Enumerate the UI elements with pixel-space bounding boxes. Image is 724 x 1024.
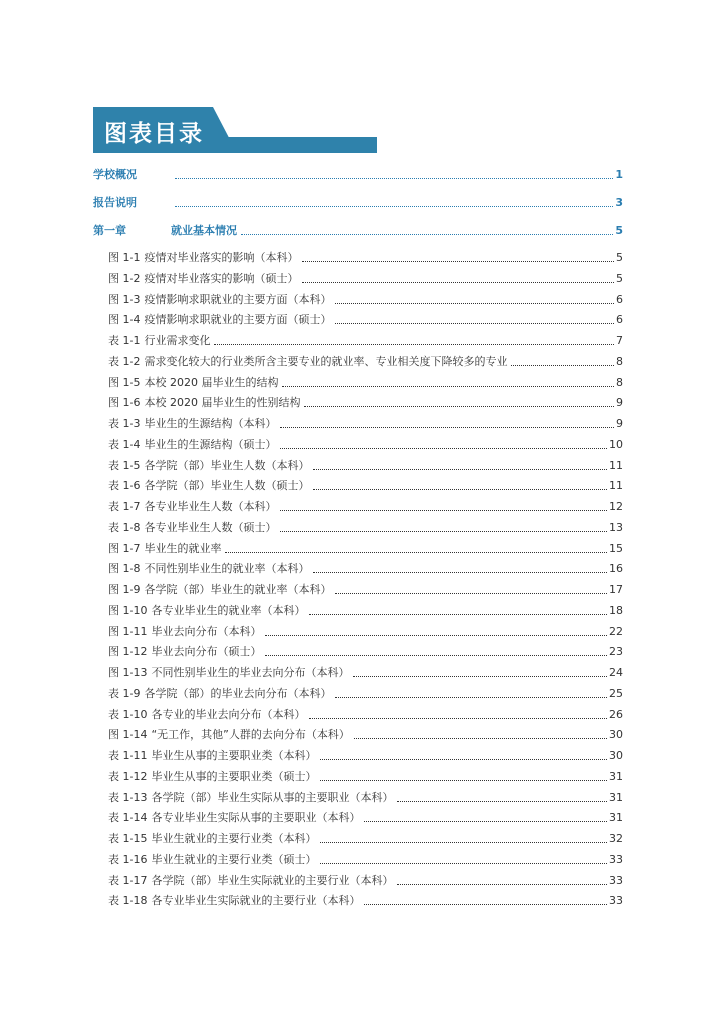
toc-entry-title: 各专业的毕业去向分布（本科）	[151, 707, 306, 721]
toc-page-number: 33	[609, 873, 623, 887]
toc-entry-title: 疫情对毕业落实的影响（硕士）	[144, 271, 299, 285]
toc-entry-number: 表 1-7	[108, 500, 141, 513]
toc-sub-entry[interactable]	[108, 309, 623, 327]
toc-entry-number: 表 1-5	[108, 458, 141, 472]
toc-page-number: 33	[609, 852, 623, 866]
toc-sub-entry[interactable]	[108, 413, 623, 431]
toc-leader-dots	[353, 675, 607, 677]
toc-sub-entry[interactable]	[108, 496, 623, 514]
toc-sub-entry[interactable]	[108, 434, 623, 452]
toc-leader-dots	[313, 571, 607, 573]
toc-entry-number: 图 1-4	[108, 313, 141, 327]
toc-entry-number: 表 1-12	[108, 769, 148, 783]
toc-entry-number: 表 1-15	[108, 832, 148, 845]
toc-entry-number: 表 1-11	[108, 749, 148, 762]
toc-entry-label: 学校概况	[93, 168, 137, 181]
toc-page-number: 6	[616, 292, 623, 306]
toc-entry-title: 毕业去向分布（本科）	[151, 624, 262, 638]
toc-sub-entry[interactable]	[108, 807, 623, 825]
toc-leader-dots	[302, 260, 614, 262]
toc-page-number: 9	[616, 396, 623, 410]
toc-entry-title: 各专业毕业生人数（硕士）	[144, 520, 277, 534]
header-underline-bar	[213, 137, 377, 153]
toc-entry-number: 表 1-6	[108, 479, 141, 493]
toc-leader-dots	[280, 530, 607, 532]
toc-page-number: 5	[615, 224, 623, 237]
toc-entry-number: 表 1-9	[108, 686, 141, 700]
toc-main-entry[interactable]	[93, 220, 623, 238]
toc-entry-title: 毕业生从事的主要职业类（硕士）	[151, 769, 317, 783]
toc-entry-title: 毕业生从事的主要职业类（本科）	[151, 749, 317, 762]
toc-entry-title: 各专业毕业生人数（本科）	[144, 500, 277, 513]
toc-entry-title: 需求变化较大的行业类所含主要专业的就业率、专业相关度下降较多的专业	[144, 354, 508, 368]
toc-leader-dots	[364, 903, 607, 905]
toc-leader-dots	[282, 385, 614, 387]
toc-page-number: 9	[616, 417, 623, 430]
toc-leader-dots	[309, 613, 607, 615]
toc-sub-entry[interactable]	[108, 372, 623, 390]
toc-entry-label: 第一章	[93, 224, 126, 237]
toc-page-number: 16	[609, 562, 623, 576]
toc-leader-dots	[397, 883, 607, 885]
toc-entry-number: 表 1-1	[108, 334, 141, 347]
toc-entry-number: 图 1-5	[108, 375, 141, 389]
toc-entry-number: 图 1-13	[108, 666, 148, 679]
toc-sub-entry[interactable]	[108, 683, 623, 701]
toc-leader-dots	[397, 800, 607, 802]
toc-sub-entry[interactable]	[108, 766, 623, 784]
toc-entry-number: 图 1-14	[108, 728, 148, 742]
toc-page-number: 23	[609, 645, 623, 659]
toc-entry-number: 表 1-4	[108, 437, 141, 451]
toc-page-number: 18	[609, 603, 623, 617]
toc-page-number: 26	[609, 707, 623, 721]
toc-page-number: 30	[609, 749, 623, 762]
toc-entry-title: 各专业毕业生实际从事的主要职业（本科）	[151, 811, 361, 825]
toc-page-number: 6	[616, 313, 623, 327]
toc-leader-dots	[302, 281, 614, 283]
toc-sub-entry[interactable]	[108, 538, 623, 556]
toc-sub-entry[interactable]	[108, 558, 623, 576]
toc-entry-title: 各学院（部）的毕业去向分布（本科）	[144, 686, 332, 700]
toc-entry-title: “无工作，其他”人群的去向分布（本科）	[151, 728, 350, 742]
toc-entry-number: 图 1-1	[108, 251, 141, 264]
toc-entry-title: 疫情对毕业落实的影响（本科）	[144, 251, 299, 264]
toc-page-number: 13	[609, 520, 623, 534]
toc-sub-entry[interactable]	[108, 704, 623, 722]
toc-page-number: 32	[609, 832, 623, 845]
toc-leader-dots	[320, 841, 607, 843]
toc-entry-number: 图 1-9	[108, 583, 141, 596]
toc-page-number: 3	[615, 196, 623, 209]
toc-leader-dots	[280, 509, 607, 511]
toc-page-number: 8	[616, 375, 623, 389]
toc-entry-title: 毕业生就业的主要行业类（本科）	[151, 832, 317, 845]
toc-page-number: 25	[609, 686, 623, 700]
toc-sub-entry[interactable]	[108, 289, 623, 307]
toc-sub-entry[interactable]	[108, 849, 623, 867]
toc-page-number: 17	[609, 583, 623, 596]
toc-entry-title: 不同性别毕业生的就业率（本科）	[144, 562, 310, 576]
toc-entry-chapter-title: 就业基本情况	[171, 224, 237, 237]
toc-leader-dots	[320, 862, 607, 864]
toc-entry-number: 图 1-6	[108, 396, 141, 410]
toc-sub-entry[interactable]	[108, 247, 623, 265]
toc-entry-title: 各专业毕业生的就业率（本科）	[151, 603, 306, 617]
toc-entry-number: 图 1-11	[108, 624, 148, 638]
toc-leader-dots	[175, 205, 613, 207]
toc-entry-title: 各专业毕业生实际就业的主要行业（本科）	[151, 894, 361, 908]
toc-entry-number: 表 1-17	[108, 873, 148, 887]
toc-page-number: 11	[609, 479, 623, 493]
toc-sub-entry[interactable]	[108, 724, 623, 742]
toc-leader-dots	[313, 488, 607, 490]
toc-page-number: 10	[609, 437, 623, 451]
toc-sub-entry[interactable]	[108, 890, 623, 908]
toc-entry-number: 表 1-3	[108, 417, 141, 430]
toc-entry-title: 各学院（部）毕业生实际从事的主要职业（本科）	[151, 790, 394, 804]
toc-sub-entry[interactable]	[108, 621, 623, 639]
toc-entry-title: 本校 2020 届毕业生的结构	[144, 375, 279, 389]
toc-leader-dots	[354, 737, 607, 739]
toc-page-number: 22	[609, 624, 623, 638]
toc-leader-dots	[225, 551, 607, 553]
toc-entry-title: 毕业生的生源结构（硕士）	[144, 437, 277, 451]
toc-page-number: 31	[609, 769, 623, 783]
toc-leader-dots	[511, 364, 614, 366]
toc-page-number: 31	[609, 790, 623, 804]
toc-entry-number: 表 1-8	[108, 520, 141, 534]
toc-page-number: 15	[609, 541, 623, 555]
toc-page-number: 30	[609, 728, 623, 742]
toc-page-number: 24	[609, 666, 623, 679]
toc-entry-title: 各学院（部）毕业生的就业率（本科）	[144, 583, 332, 596]
toc-sub-entry[interactable]	[108, 475, 623, 493]
toc-page-number: 8	[616, 354, 623, 368]
toc-page-number: 7	[616, 334, 623, 347]
toc-leader-dots	[364, 820, 607, 822]
toc-page-number: 5	[616, 251, 623, 264]
toc-entry-number: 表 1-18	[108, 894, 148, 908]
toc-entry-title: 毕业生就业的主要行业类（硕士）	[151, 852, 317, 866]
toc-leader-dots	[313, 468, 607, 470]
toc-entry-number: 图 1-10	[108, 603, 148, 617]
toc-sub-entry[interactable]	[108, 268, 623, 286]
toc-leader-dots	[214, 343, 614, 345]
toc-leader-dots	[335, 696, 607, 698]
toc-page-number: 31	[609, 811, 623, 825]
toc-sub-entry[interactable]	[108, 787, 623, 805]
toc-main-entry[interactable]	[93, 192, 623, 210]
toc-page-number: 5	[616, 271, 623, 285]
toc-sub-entry[interactable]	[108, 745, 623, 763]
toc-page-number: 1	[615, 168, 623, 181]
toc-sub-entry[interactable]	[108, 517, 623, 535]
toc-entry-title: 各学院（部）毕业生人数（本科）	[144, 458, 310, 472]
toc-leader-dots	[309, 717, 607, 719]
toc-leader-dots	[320, 758, 607, 760]
toc-entry-title: 毕业生的就业率	[144, 541, 222, 555]
toc-header	[93, 107, 377, 153]
toc-entry-number: 表 1-13	[108, 790, 148, 804]
toc-entry-number: 图 1-8	[108, 562, 141, 576]
toc-entry-title: 各学院（部）毕业生人数（硕士）	[144, 479, 310, 493]
toc-leader-dots	[175, 177, 613, 179]
toc-entry-title: 毕业去向分布（硕士）	[151, 645, 262, 659]
toc-leader-dots	[241, 233, 613, 235]
toc-sub-entry[interactable]	[108, 828, 623, 846]
toc-leader-dots	[280, 447, 607, 449]
toc-leader-dots	[280, 426, 614, 428]
toc-entry-number: 图 1-7	[108, 541, 141, 555]
toc-leader-dots	[320, 779, 607, 781]
toc-entry-number: 图 1-2	[108, 271, 141, 285]
toc-entry-title: 毕业生的生源结构（本科）	[144, 417, 277, 430]
toc-sub-entry[interactable]	[108, 455, 623, 473]
toc-entry-title: 疫情影响求职就业的主要方面（硕士）	[144, 313, 332, 327]
toc-entry-number: 表 1-10	[108, 707, 148, 721]
toc-entry-title: 本校 2020 届毕业生的性别结构	[144, 396, 301, 410]
toc-leader-dots	[304, 405, 614, 407]
toc-entry-title: 不同性别毕业生的毕业去向分布（本科）	[151, 666, 350, 679]
toc-page-number: 12	[609, 500, 623, 513]
toc-entry-number: 表 1-14	[108, 811, 148, 825]
toc-sub-entry[interactable]	[108, 600, 623, 618]
toc-leader-dots	[265, 634, 607, 636]
toc-sub-entry[interactable]	[108, 641, 623, 659]
toc-leader-dots	[335, 302, 614, 304]
toc-leader-dots	[335, 592, 607, 594]
toc-sub-entry[interactable]	[108, 351, 623, 369]
toc-entry-number: 图 1-3	[108, 292, 141, 306]
toc-entry-title: 疫情影响求职就业的主要方面（本科）	[144, 292, 332, 306]
toc-entry-number: 表 1-16	[108, 852, 148, 866]
toc-sub-entry[interactable]	[108, 870, 623, 888]
toc-sub-entry[interactable]	[108, 330, 623, 348]
toc-main-entry[interactable]	[93, 164, 623, 182]
toc-entry-number: 表 1-2	[108, 354, 141, 368]
toc-sub-entry[interactable]	[108, 392, 623, 410]
toc-leader-dots	[265, 654, 607, 656]
toc-entry-title: 各学院（部）毕业生实际就业的主要行业（本科）	[151, 873, 394, 887]
toc-sub-entry[interactable]	[108, 662, 623, 680]
toc-sub-entry[interactable]	[108, 579, 623, 597]
toc-entry-title: 行业需求变化	[144, 334, 211, 347]
toc-page-number: 33	[609, 894, 623, 908]
toc-leader-dots	[335, 322, 614, 324]
page-title: 图表目录	[104, 121, 204, 147]
toc-entry-label: 报告说明	[93, 196, 137, 209]
toc-entry-number: 图 1-12	[108, 645, 148, 659]
toc-page-number: 11	[609, 458, 623, 472]
